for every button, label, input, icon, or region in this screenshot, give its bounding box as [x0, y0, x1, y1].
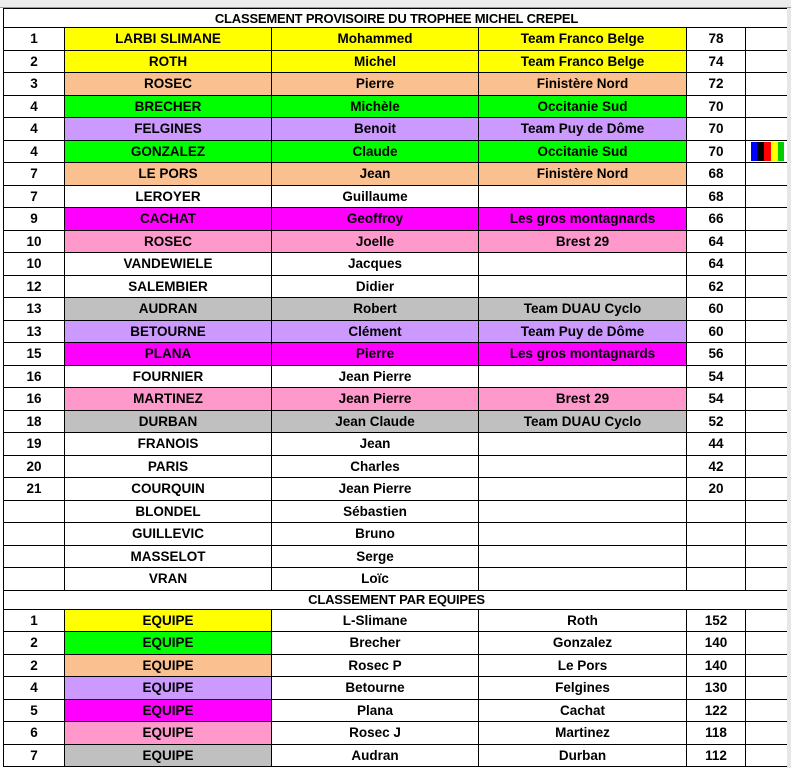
points-cell[interactable]: 54: [687, 388, 746, 411]
team-label-cell[interactable]: EQUIPE: [65, 699, 272, 722]
points-cell[interactable]: [687, 545, 746, 568]
points-cell[interactable]: 78: [687, 28, 746, 51]
rider-row: [4, 568, 790, 591]
firstname-cell[interactable]: Didier: [272, 275, 479, 298]
extra-cell[interactable]: [746, 365, 790, 388]
rank-cell[interactable]: [4, 523, 65, 546]
team-points-cell[interactable]: 140: [687, 632, 746, 655]
extra-cell[interactable]: [746, 654, 790, 677]
rider-row: [4, 275, 790, 298]
team-cell[interactable]: Finistère Nord: [479, 73, 687, 96]
rank-cell[interactable]: [4, 500, 65, 523]
points-cell[interactable]: 64: [687, 230, 746, 253]
points-cell[interactable]: 20: [687, 478, 746, 501]
extra-cell[interactable]: [746, 523, 790, 546]
extra-cell[interactable]: [746, 275, 790, 298]
rider-row: [4, 50, 790, 73]
team-cell[interactable]: Les gros montagnards: [479, 343, 687, 366]
team-rider2-cell[interactable]: Gonzalez: [479, 632, 687, 655]
title-individual[interactable]: CLASSEMENT PROVISOIRE DU TROPHEE MICHEL CREPEL: [4, 9, 790, 28]
extra-cell[interactable]: [746, 568, 790, 591]
team-label-cell[interactable]: EQUIPE: [65, 632, 272, 655]
rank-cell[interactable]: 13: [4, 320, 65, 343]
surname-cell[interactable]: PARIS: [65, 455, 272, 478]
firstname-cell[interactable]: Claude: [272, 140, 479, 163]
team-cell[interactable]: [479, 523, 687, 546]
rider-row: [4, 410, 790, 433]
extra-cell[interactable]: [746, 50, 790, 73]
team-cell[interactable]: [479, 365, 687, 388]
firstname-cell[interactable]: Robert: [272, 298, 479, 321]
rank-cell[interactable]: 3: [4, 73, 65, 96]
rider-row: [4, 388, 790, 411]
team-rider1-cell[interactable]: Audran: [272, 744, 479, 767]
points-cell[interactable]: [687, 568, 746, 591]
surname-cell[interactable]: SALEMBIER: [65, 275, 272, 298]
extra-cell[interactable]: [746, 500, 790, 523]
extra-cell[interactable]: [746, 298, 790, 321]
team-cell[interactable]: Brest 29: [479, 388, 687, 411]
scrollbar[interactable]: [787, 8, 791, 768]
extra-cell[interactable]: [746, 699, 790, 722]
team-rank-cell[interactable]: 5: [4, 699, 65, 722]
rider-row: [4, 208, 790, 231]
surname-cell[interactable]: BETOURNE: [65, 320, 272, 343]
extra-cell[interactable]: [746, 609, 790, 632]
rank-cell[interactable]: 16: [4, 365, 65, 388]
rank-cell[interactable]: 7: [4, 185, 65, 208]
team-label-cell[interactable]: EQUIPE: [65, 722, 272, 745]
team-row: [4, 744, 790, 767]
team-cell[interactable]: Team Franco Belge: [479, 50, 687, 73]
team-rider1-cell[interactable]: Betourne: [272, 677, 479, 700]
rank-cell[interactable]: 12: [4, 275, 65, 298]
surname-cell[interactable]: VRAN: [65, 568, 272, 591]
team-rank-cell[interactable]: 2: [4, 654, 65, 677]
firstname-cell[interactable]: Jean Pierre: [272, 365, 479, 388]
rank-cell[interactable]: 20: [4, 455, 65, 478]
points-cell[interactable]: 56: [687, 343, 746, 366]
extra-cell[interactable]: [746, 744, 790, 767]
rank-cell[interactable]: 21: [4, 478, 65, 501]
firstname-cell[interactable]: Michèle: [272, 95, 479, 118]
team-label-cell[interactable]: EQUIPE: [65, 677, 272, 700]
team-cell[interactable]: Team Franco Belge: [479, 28, 687, 51]
team-row: [4, 677, 790, 700]
firstname-cell[interactable]: Jean Pierre: [272, 388, 479, 411]
firstname-cell[interactable]: Jean Pierre: [272, 478, 479, 501]
extra-cell[interactable]: [746, 433, 790, 456]
team-cell[interactable]: Finistère Nord: [479, 163, 687, 186]
surname-cell[interactable]: ROSEC: [65, 73, 272, 96]
rider-row: [4, 455, 790, 478]
surname-cell[interactable]: MASSELOT: [65, 545, 272, 568]
points-cell[interactable]: 70: [687, 140, 746, 163]
points-cell[interactable]: 64: [687, 253, 746, 276]
extra-cell[interactable]: [746, 632, 790, 655]
firstname-cell[interactable]: Charles: [272, 455, 479, 478]
extra-cell[interactable]: [746, 677, 790, 700]
rider-row: [4, 185, 790, 208]
team-points-cell[interactable]: 122: [687, 699, 746, 722]
extra-cell[interactable]: [746, 208, 790, 231]
column-header-strip: [0, 0, 791, 8]
firstname-cell[interactable]: Joelle: [272, 230, 479, 253]
team-cell[interactable]: Occitanie Sud: [479, 95, 687, 118]
title-row-teams: [4, 590, 790, 609]
rider-row: [4, 73, 790, 96]
firstname-cell[interactable]: Guillaume: [272, 185, 479, 208]
team-rank-cell[interactable]: 1: [4, 609, 65, 632]
points-cell[interactable]: 44: [687, 433, 746, 456]
team-cell[interactable]: Team Puy de Dôme: [479, 118, 687, 141]
firstname-cell[interactable]: Serge: [272, 545, 479, 568]
extra-cell[interactable]: [746, 455, 790, 478]
extra-cell[interactable]: [746, 343, 790, 366]
team-cell[interactable]: [479, 568, 687, 591]
surname-cell[interactable]: AUDRAN: [65, 298, 272, 321]
team-row: [4, 609, 790, 632]
team-cell[interactable]: Brest 29: [479, 230, 687, 253]
surname-cell[interactable]: ROTH: [65, 50, 272, 73]
extra-cell[interactable]: [746, 478, 790, 501]
extra-cell[interactable]: [746, 73, 790, 96]
rank-cell[interactable]: 7: [4, 163, 65, 186]
team-points-cell[interactable]: 140: [687, 654, 746, 677]
rider-row: [4, 320, 790, 343]
points-cell[interactable]: 60: [687, 320, 746, 343]
team-cell[interactable]: Team Puy de Dôme: [479, 320, 687, 343]
extra-cell[interactable]: [746, 185, 790, 208]
extra-cell[interactable]: [746, 388, 790, 411]
surname-cell[interactable]: LEROYER: [65, 185, 272, 208]
extra-cell[interactable]: [746, 95, 790, 118]
rider-row: [4, 298, 790, 321]
rider-row: [4, 118, 790, 141]
team-rider1-cell[interactable]: Rosec P: [272, 654, 479, 677]
team-rider2-cell[interactable]: Le Pors: [479, 654, 687, 677]
points-cell[interactable]: [687, 500, 746, 523]
team-rider1-cell[interactable]: L-Slimane: [272, 609, 479, 632]
team-cell[interactable]: [479, 545, 687, 568]
team-cell[interactable]: Team DUAU Cyclo: [479, 410, 687, 433]
points-cell[interactable]: 70: [687, 118, 746, 141]
team-cell[interactable]: Team DUAU Cyclo: [479, 298, 687, 321]
rank-cell[interactable]: 2: [4, 50, 65, 73]
team-rider2-cell[interactable]: Felgines: [479, 677, 687, 700]
firstname-cell[interactable]: Geoffroy: [272, 208, 479, 231]
points-cell[interactable]: 62: [687, 275, 746, 298]
surname-cell[interactable]: VANDEWIELE: [65, 253, 272, 276]
rank-cell[interactable]: 1: [4, 28, 65, 51]
surname-cell[interactable]: ROSEC: [65, 230, 272, 253]
points-cell[interactable]: 68: [687, 163, 746, 186]
points-cell[interactable]: 52: [687, 410, 746, 433]
firstname-cell[interactable]: Mohammed: [272, 28, 479, 51]
points-cell[interactable]: 60: [687, 298, 746, 321]
team-label-cell[interactable]: EQUIPE: [65, 654, 272, 677]
rider-row: [4, 28, 790, 51]
rider-row: [4, 163, 790, 186]
team-rank-cell[interactable]: 7: [4, 744, 65, 767]
firstname-cell[interactable]: Michel: [272, 50, 479, 73]
stripe-flag-icon: [751, 142, 785, 161]
rider-row: [4, 433, 790, 456]
rider-row: [4, 365, 790, 388]
surname-cell[interactable]: PLANA: [65, 343, 272, 366]
team-cell[interactable]: Les gros montagnards: [479, 208, 687, 231]
team-rank-cell[interactable]: 6: [4, 722, 65, 745]
team-points-cell[interactable]: 118: [687, 722, 746, 745]
surname-cell[interactable]: COURQUIN: [65, 478, 272, 501]
surname-cell[interactable]: MARTINEZ: [65, 388, 272, 411]
rank-cell[interactable]: 18: [4, 410, 65, 433]
points-cell[interactable]: [687, 523, 746, 546]
team-points-cell[interactable]: 112: [687, 744, 746, 767]
firstname-cell[interactable]: Jacques: [272, 253, 479, 276]
team-rider2-cell[interactable]: Durban: [479, 744, 687, 767]
team-cell[interactable]: [479, 433, 687, 456]
surname-cell[interactable]: LE PORS: [65, 163, 272, 186]
team-row: [4, 699, 790, 722]
team-rank-cell[interactable]: 2: [4, 632, 65, 655]
firstname-cell[interactable]: Loïc: [272, 568, 479, 591]
rank-cell[interactable]: 19: [4, 433, 65, 456]
firstname-cell[interactable]: Clément: [272, 320, 479, 343]
extra-cell[interactable]: [746, 140, 790, 163]
team-rider2-cell[interactable]: Martinez: [479, 722, 687, 745]
rider-row: [4, 545, 790, 568]
team-cell[interactable]: [479, 185, 687, 208]
team-row: [4, 632, 790, 655]
points-cell[interactable]: 74: [687, 50, 746, 73]
surname-cell[interactable]: FRANOIS: [65, 433, 272, 456]
extra-cell[interactable]: [746, 230, 790, 253]
team-cell[interactable]: [479, 253, 687, 276]
rider-row: [4, 253, 790, 276]
rider-row: [4, 140, 790, 163]
team-rider1-cell[interactable]: Brecher: [272, 632, 479, 655]
surname-cell[interactable]: BRECHER: [65, 95, 272, 118]
team-cell[interactable]: [479, 500, 687, 523]
rank-cell[interactable]: [4, 568, 65, 591]
points-cell[interactable]: 72: [687, 73, 746, 96]
team-cell[interactable]: [479, 455, 687, 478]
rider-row: [4, 500, 790, 523]
rider-row: [4, 478, 790, 501]
ranking-table: [3, 8, 790, 767]
rank-cell[interactable]: 15: [4, 343, 65, 366]
team-cell[interactable]: Occitanie Sud: [479, 140, 687, 163]
extra-cell[interactable]: [746, 163, 790, 186]
extra-cell[interactable]: [746, 722, 790, 745]
rider-row: [4, 230, 790, 253]
firstname-cell[interactable]: Bruno: [272, 523, 479, 546]
points-cell[interactable]: 68: [687, 185, 746, 208]
extra-cell[interactable]: [746, 320, 790, 343]
points-cell[interactable]: 66: [687, 208, 746, 231]
surname-cell[interactable]: GUILLEVIC: [65, 523, 272, 546]
points-cell[interactable]: 42: [687, 455, 746, 478]
team-cell[interactable]: [479, 275, 687, 298]
rank-cell[interactable]: 4: [4, 118, 65, 141]
rank-cell[interactable]: 13: [4, 298, 65, 321]
firstname-cell[interactable]: Pierre: [272, 343, 479, 366]
rank-cell[interactable]: 16: [4, 388, 65, 411]
extra-cell[interactable]: [746, 253, 790, 276]
extra-cell[interactable]: [746, 118, 790, 141]
team-cell[interactable]: [479, 478, 687, 501]
firstname-cell[interactable]: Pierre: [272, 73, 479, 96]
rank-cell[interactable]: 10: [4, 230, 65, 253]
team-rider1-cell[interactable]: Rosec J: [272, 722, 479, 745]
team-points-cell[interactable]: 152: [687, 609, 746, 632]
extra-cell[interactable]: [746, 545, 790, 568]
surname-cell[interactable]: CACHAT: [65, 208, 272, 231]
rank-cell[interactable]: 9: [4, 208, 65, 231]
surname-cell[interactable]: FOURNIER: [65, 365, 272, 388]
surname-cell[interactable]: BLONDEL: [65, 500, 272, 523]
rider-row: [4, 95, 790, 118]
extra-cell[interactable]: [746, 28, 790, 51]
surname-cell[interactable]: GONZALEZ: [65, 140, 272, 163]
team-label-cell[interactable]: EQUIPE: [65, 609, 272, 632]
surname-cell[interactable]: FELGINES: [65, 118, 272, 141]
extra-cell[interactable]: [746, 410, 790, 433]
team-rider2-cell[interactable]: Cachat: [479, 699, 687, 722]
team-points-cell[interactable]: 130: [687, 677, 746, 700]
title-row-individual: [4, 9, 790, 28]
rank-cell[interactable]: 10: [4, 253, 65, 276]
points-cell[interactable]: 54: [687, 365, 746, 388]
team-rider1-cell[interactable]: Plana: [272, 699, 479, 722]
team-label-cell[interactable]: EQUIPE: [65, 744, 272, 767]
rider-row: [4, 343, 790, 366]
points-cell[interactable]: 70: [687, 95, 746, 118]
firstname-cell[interactable]: Jean: [272, 163, 479, 186]
surname-cell[interactable]: LARBI SLIMANE: [65, 28, 272, 51]
title-teams[interactable]: CLASSEMENT PAR EQUIPES: [4, 590, 790, 609]
firstname-cell[interactable]: Sébastien: [272, 500, 479, 523]
team-rank-cell[interactable]: 4: [4, 677, 65, 700]
rank-cell[interactable]: 4: [4, 140, 65, 163]
rank-cell[interactable]: 4: [4, 95, 65, 118]
surname-cell[interactable]: DURBAN: [65, 410, 272, 433]
team-row: [4, 654, 790, 677]
firstname-cell[interactable]: Jean Claude: [272, 410, 479, 433]
firstname-cell[interactable]: Benoit: [272, 118, 479, 141]
rider-row: [4, 523, 790, 546]
firstname-cell[interactable]: Jean: [272, 433, 479, 456]
team-row: [4, 722, 790, 745]
team-rider2-cell[interactable]: Roth: [479, 609, 687, 632]
rank-cell[interactable]: [4, 545, 65, 568]
